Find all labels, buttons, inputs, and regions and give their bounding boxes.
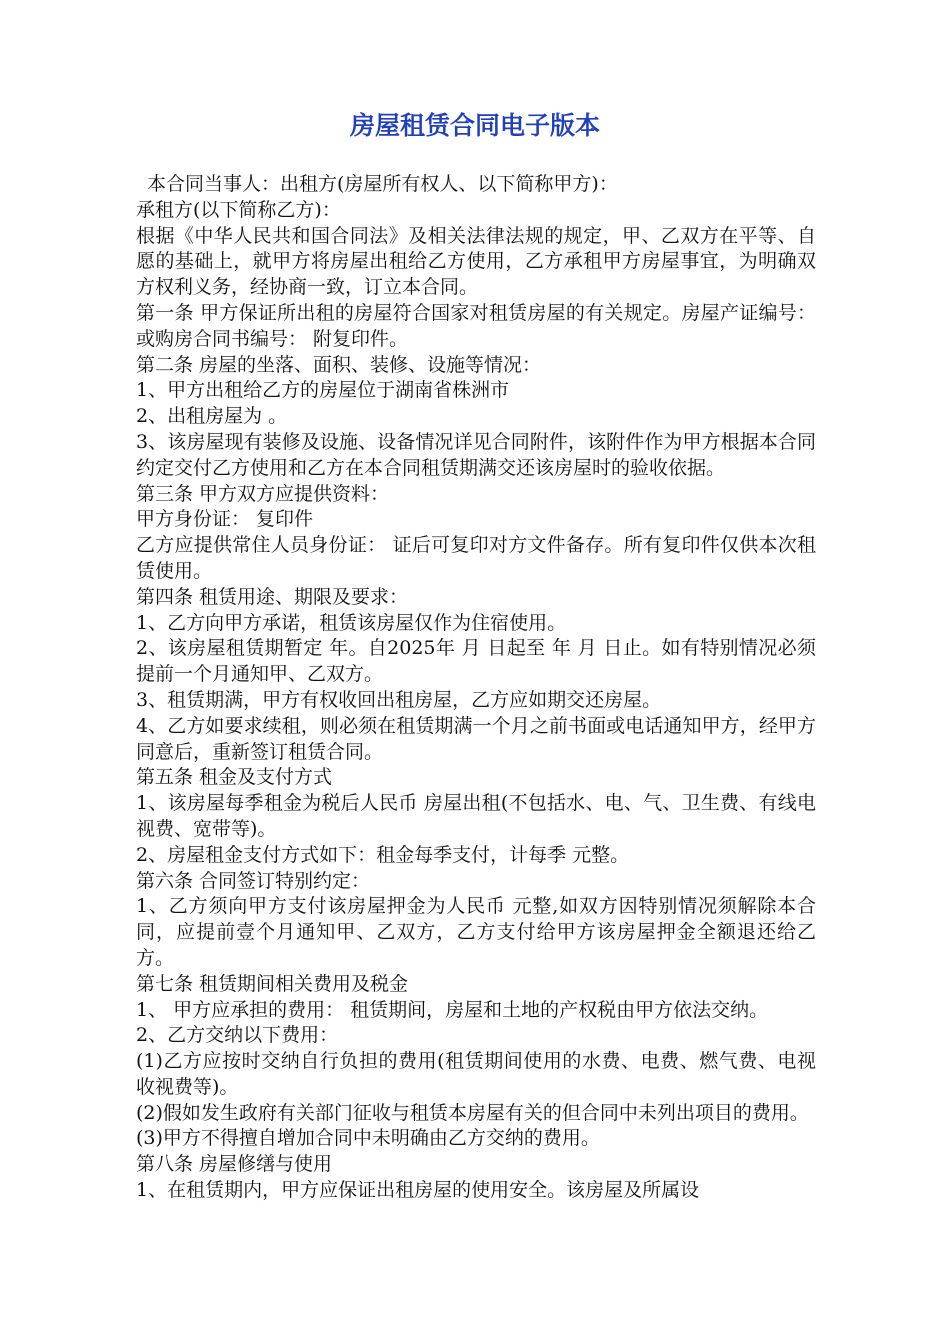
paragraph-article-5-item-1: 1、该房屋每季租金为税后人民币 房屋出租(不包括水、电、气、卫生费、有线电视费、宽带等)。 [136, 792, 816, 840]
document-body [136, 172, 816, 1204]
paragraph-article-2: 第二条 房屋的坐落、面积、装修、设施等情况： [136, 353, 542, 376]
paragraph-article-6: 第六条 合同签订特别约定： [136, 869, 371, 892]
paragraph-preamble: 根据《中华人民共和国合同法》及相关法律法规的规定，甲、乙双方在平等、自愿的基础上，就甲方将房屋出租给乙方使用，乙方承租甲方房屋事宜，为明确双方权利义务，经协商一致，订立本合同。 [136, 224, 816, 299]
paragraph-article-7: 第七条 租赁期间相关费用及税金 [136, 972, 409, 995]
paragraph-article-2-item-1: 1、甲方出租给乙方的房屋位于湖南省株洲市 [136, 379, 510, 402]
paragraph-article-5: 第五条 租金及支付方式 [136, 766, 333, 789]
paragraph-article-6-item-1: 1、乙方须向甲方支付该房屋押金为人民币 元整,如双方因特别情况须解除本合同，应提前壹个月通知甲、乙双方，乙方支付给甲方该房屋押金全额退还给乙方。 [136, 895, 816, 969]
paragraph-article-7-item-2-1: (1)乙方应按时交纳自行负担的费用(租赁期间使用的水费、电费、燃气费、电视收视费等)。 [136, 1050, 816, 1098]
paragraph-article-4-item-2: 2、该房屋租赁期暂定 年。自2025年 月 日起至 年 月 日止。如有特别情况必须提前一个月通知甲、乙双方。 [136, 637, 816, 686]
paragraph-article-3-lessor-id: 甲方身份证： 复印件 [136, 508, 314, 531]
paragraph-article-7-item-1: 1、 甲方应承担的费用： 租赁期间，房屋和土地的产权税由甲方依法交纳。 [136, 998, 769, 1021]
paragraph-article-7-item-2-3: (3)甲方不得擅自增加合同中未明确由乙方交纳的费用。 [136, 1127, 600, 1150]
paragraph-article-4: 第四条 租赁用途、期限及要求： [136, 585, 409, 608]
paragraph-article-4-item-1: 1、乙方向甲方承诺，租赁该房屋仅作为住宿使用。 [136, 611, 567, 634]
paragraph-article-2-item-3: 3、该房屋现有装修及设施、设备情况详见合同附件，该附件作为甲方根据本合同约定交付乙方使用和乙方在本合同租赁期满交还该房屋时的验收依据。 [136, 430, 816, 479]
paragraph-article-3-lessee-id: 乙方应提供常住人员身份证： 证后可复印对方文件备存。所有复印件仅供本次租赁使用。 [136, 534, 816, 582]
paragraph-article-4-item-4: 4、乙方如要求续租，则必须在租赁期满一个月之前书面或电话通知甲方，经甲方同意后，重新签订租赁合同。 [136, 714, 816, 763]
paragraph-article-5-item-2: 2、房屋租金支付方式如下：租金每季支付，计每季 元整。 [136, 843, 630, 866]
paragraph-article-8-item-1: 1、在租赁期内，甲方应保证出租房屋的使用安全。该房屋及所属设 [136, 1179, 700, 1202]
paragraph-lessee: 承租方(以下简称乙方)： [136, 198, 341, 221]
document-title: 房屋租赁合同电子版本 [349, 111, 600, 140]
paragraph-article-7-item-2: 2、乙方交纳以下费用： [136, 1024, 339, 1047]
paragraph-article-3: 第三条 甲方双方应提供资料： [136, 482, 390, 505]
paragraph-article-4-item-3: 3、租赁期满，甲方有权收回出租房屋，乙方应如期交还房屋。 [136, 688, 662, 711]
paragraph-article-1: 第一条 甲方保证所出租的房屋符合国家对租赁房屋的有关规定。房屋产证编号： 或购房合同书编号： 附复印件。 [136, 301, 816, 350]
paragraph-article-2-item-2: 2、出租房屋为 。 [136, 405, 288, 428]
paragraph-article-8: 第八条 房屋修缮与使用 [136, 1153, 333, 1176]
paragraph-parties: 本合同当事人：出租方(房屋所有权人、以下简称甲方)： [147, 173, 618, 195]
paragraph-article-7-item-2-2: (2)假如发生政府有关部门征收与租赁本房屋有关的但合同中未列出项目的费用。 [136, 1101, 809, 1124]
